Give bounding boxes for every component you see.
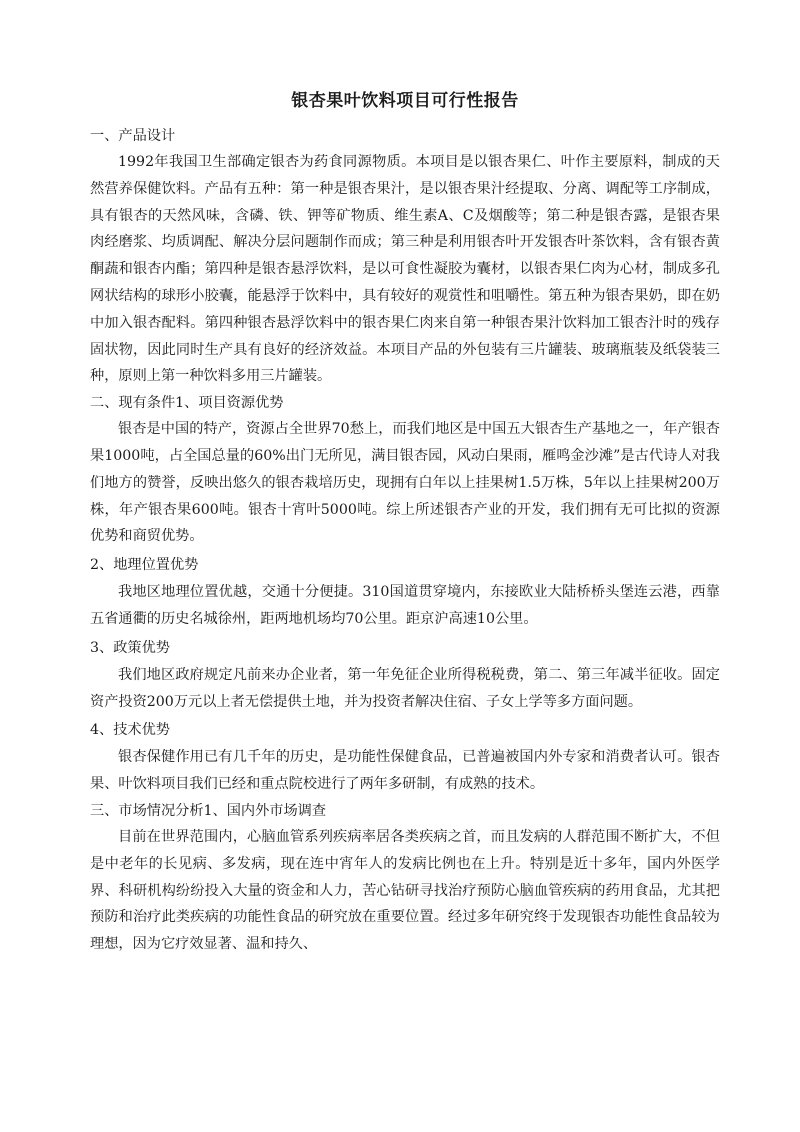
document-page xyxy=(90,86,720,958)
section-paragraph: 我们地区政府规定凡前来办企业者，第一年免征企业所得税税费，第二、第三年减半征收。固定资产投资200万元以上者无偿提供土地，并为投资者解决住宿、子女上学等多方面问题。 xyxy=(90,666,720,710)
section-market-analysis xyxy=(90,798,720,958)
section-location-advantage xyxy=(90,552,720,633)
section-technology-advantage xyxy=(90,717,720,798)
section-paragraph: 银杏是中国的特产，资源占全世界70愁上，而我们地区是中国五大银杏生产基地之一，年产银杏果1000吨，占全国总量的60%出门无所见，满目银杏园，风动白果雨，雁鸣金沙滩”是古代诗人对我们地方的赞誉，反映出悠久的银杏栽培历史，现拥有白年以上挂果树1.5万株，5年以上挂果树200万株，年产银杏果600吨。银杏十宵叶5000吨。综上所述银杏产业的开发，我们拥有无可比拟的资源优势和商贸优势。 xyxy=(90,421,720,545)
section-paragraph: 银杏保健作用已有几千年的历史，是功能性保健食品，已普遍被国内外专家和消费者认可。银杏果、叶饮料项目我们已经和重点院校进行了两年多研制，有成熟的技术。 xyxy=(90,749,720,793)
section-heading: 三、市场情况分析1、国内外市场调查 xyxy=(90,802,327,819)
section-heading: 一、产品设计 xyxy=(90,128,176,144)
section-paragraph: 我地区地理位置优越，交通十分便捷。310国道贯穿境内，东接欧业大陆桥桥头堡连云港，西靠五省通衢的历史名城徐州，距两地机场均70公里。距京沪高速10公里。 xyxy=(90,584,720,627)
section-policy-advantage xyxy=(90,635,720,716)
document-title: 银杏果叶饮料项目可行性报告 xyxy=(291,91,519,111)
section-paragraph: 1992年我国卫生部确定银杏为药食同源物质。本项目是以银杏果仁、叶作主要原料，制成的天然营养保健饮料。产品有五种：第一种是银杏果汁，是以银杏果汁经提取、分离、调配等工序制成，具有银杏的天然风味，含磷、铁、钾等矿物质、维生素A、C及烟酸等；第二种是银杏露，是银杏果肉经磨浆、均质调配、解决分层问题制作而成；第三种是利用银杏叶开发银杏叶茶饮料，含有银杏黄酮蔬和银杏内酯；第四种是银杏悬浮饮料，是以可食性凝胶为囊材，以银杏果仁肉为心材，制成多孔网状结构的球形小胶囊，能悬浮于饮料中，具有较好的观赏性和咀嚼性。第五种为银杏果奶，即在奶中加入银杏配料。第四种银杏悬浮饮料中的银杏果仁肉来自第一种银杏果汁饮料加工银杏汁时的残存固状物，因此同时生产具有良好的经济效益。本项目产品的外包装有三片罐装、玻璃瓶装及纸袋装三种，原则上第一种饮料多用三片罐装。 xyxy=(90,154,720,385)
section-heading: 3、政策优势 xyxy=(90,639,170,656)
section-paragraph: 目前在世界范围内，心脑血管系列疾病率居各类疾病之首，而且发病的人群范围不断扩大，不但是中老年的长见病、多发病，现在连中宵年人的发病比例也在上升。特别是近十多年，国内外医学界、科研机构纷纷投入大量的资金和人力，苦心钻研寻找治疗预防心脑血管疾病的药用食品，尤其把预防和治疗此类疾病的功能性食品的研究放在重要位置。经过多年研究终于发现银杏功能性食品较为理想，因为它疗效显著、温和持久、 xyxy=(90,828,720,953)
section-product-design xyxy=(90,123,720,390)
section-heading: 二、现有条件1、项目资源优势 xyxy=(90,395,284,412)
section-resource-advantage xyxy=(90,390,720,550)
section-heading: 2、地理位置优势 xyxy=(90,557,199,574)
section-heading: 4、技术优势 xyxy=(90,722,170,739)
